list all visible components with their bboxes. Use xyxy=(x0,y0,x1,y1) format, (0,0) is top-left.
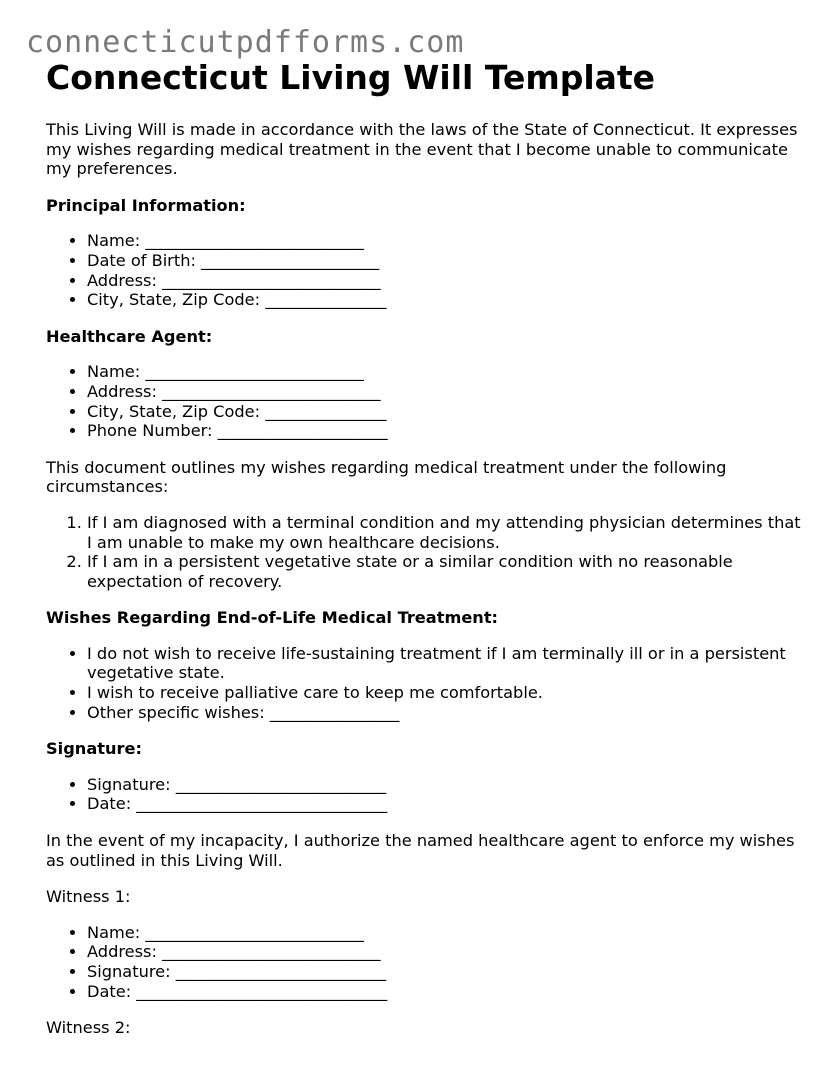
circumstance-item: 1. If I am diagnosed with a terminal condition and my attending physician determines that I am unable to make my own healthcare decisions. xyxy=(87,513,806,552)
site-watermark: connecticutpdfforms.com xyxy=(26,25,465,60)
principal-signature-field[interactable]: • Signature: __________________________ xyxy=(87,775,806,795)
circumstances-list xyxy=(46,513,806,591)
document-page xyxy=(46,58,806,1038)
circumstances-intro: This document outlines my wishes regarding medical treatment under the following circumstances: xyxy=(46,457,727,497)
witness1-signature-field[interactable]: • Signature: __________________________ xyxy=(87,962,806,982)
principal-address-field[interactable]: • Address: ___________________________ xyxy=(87,271,806,291)
wishes-list xyxy=(46,644,806,722)
other-wishes-field[interactable]: • Other specific wishes: ________________ xyxy=(87,703,806,723)
wishes-heading: Wishes Regarding End-of-Life Medical Treatment: xyxy=(46,608,499,628)
signature-fields xyxy=(46,775,806,814)
principal-date-field[interactable]: • Date: _______________________________ xyxy=(87,794,806,814)
witness1-label: Witness 1: xyxy=(46,887,131,907)
principal-fields xyxy=(46,231,806,309)
circumstance-item: 2. If I am in a persistent vegetative state or a similar condition with no reasonable expectation of recovery. xyxy=(87,552,806,591)
agent-fields xyxy=(46,362,806,440)
witness1-fields xyxy=(46,923,806,1001)
principal-heading: Principal Information: xyxy=(46,195,246,215)
intro-paragraph: This Living Will is made in accordance with the laws of the State of Connecticut. It expresses my wishes regarding medical treatment in the event that I become unable to communicate my preferences. xyxy=(46,120,798,179)
authorization-paragraph: In the event of my incapacity, I authorize the named healthcare agent to enforce my wishes as outlined in this Living Will. xyxy=(46,831,795,870)
wish-item: • I wish to receive palliative care to keep me comfortable. xyxy=(87,683,806,703)
witness1-address-field[interactable]: • Address: ___________________________ xyxy=(87,942,806,962)
agent-heading: Healthcare Agent: xyxy=(46,326,213,346)
witness1-name-field[interactable]: • Name: ___________________________ xyxy=(87,923,806,943)
agent-name-field[interactable]: • Name: ___________________________ xyxy=(87,362,806,382)
principal-name-field[interactable]: • Name: ___________________________ xyxy=(87,231,806,251)
principal-city-state-zip-field[interactable]: • City, State, Zip Code: _______________ xyxy=(87,290,806,310)
wish-item: • I do not wish to receive life-sustaining treatment if I am terminally ill or in a persistent vegetative state. xyxy=(87,644,806,683)
agent-address-field[interactable]: • Address: ___________________________ xyxy=(87,382,806,402)
agent-city-state-zip-field[interactable]: • City, State, Zip Code: _______________ xyxy=(87,402,806,422)
witness2-label: Witness 2: xyxy=(46,1018,131,1038)
document-title: Connecticut Living Will Template xyxy=(46,58,656,97)
agent-phone-field[interactable]: • Phone Number: _____________________ xyxy=(87,421,806,441)
witness1-date-field[interactable]: • Date: _______________________________ xyxy=(87,982,806,1002)
principal-dob-field[interactable]: • Date of Birth: ______________________ xyxy=(87,251,806,271)
signature-heading: Signature: xyxy=(46,739,142,759)
